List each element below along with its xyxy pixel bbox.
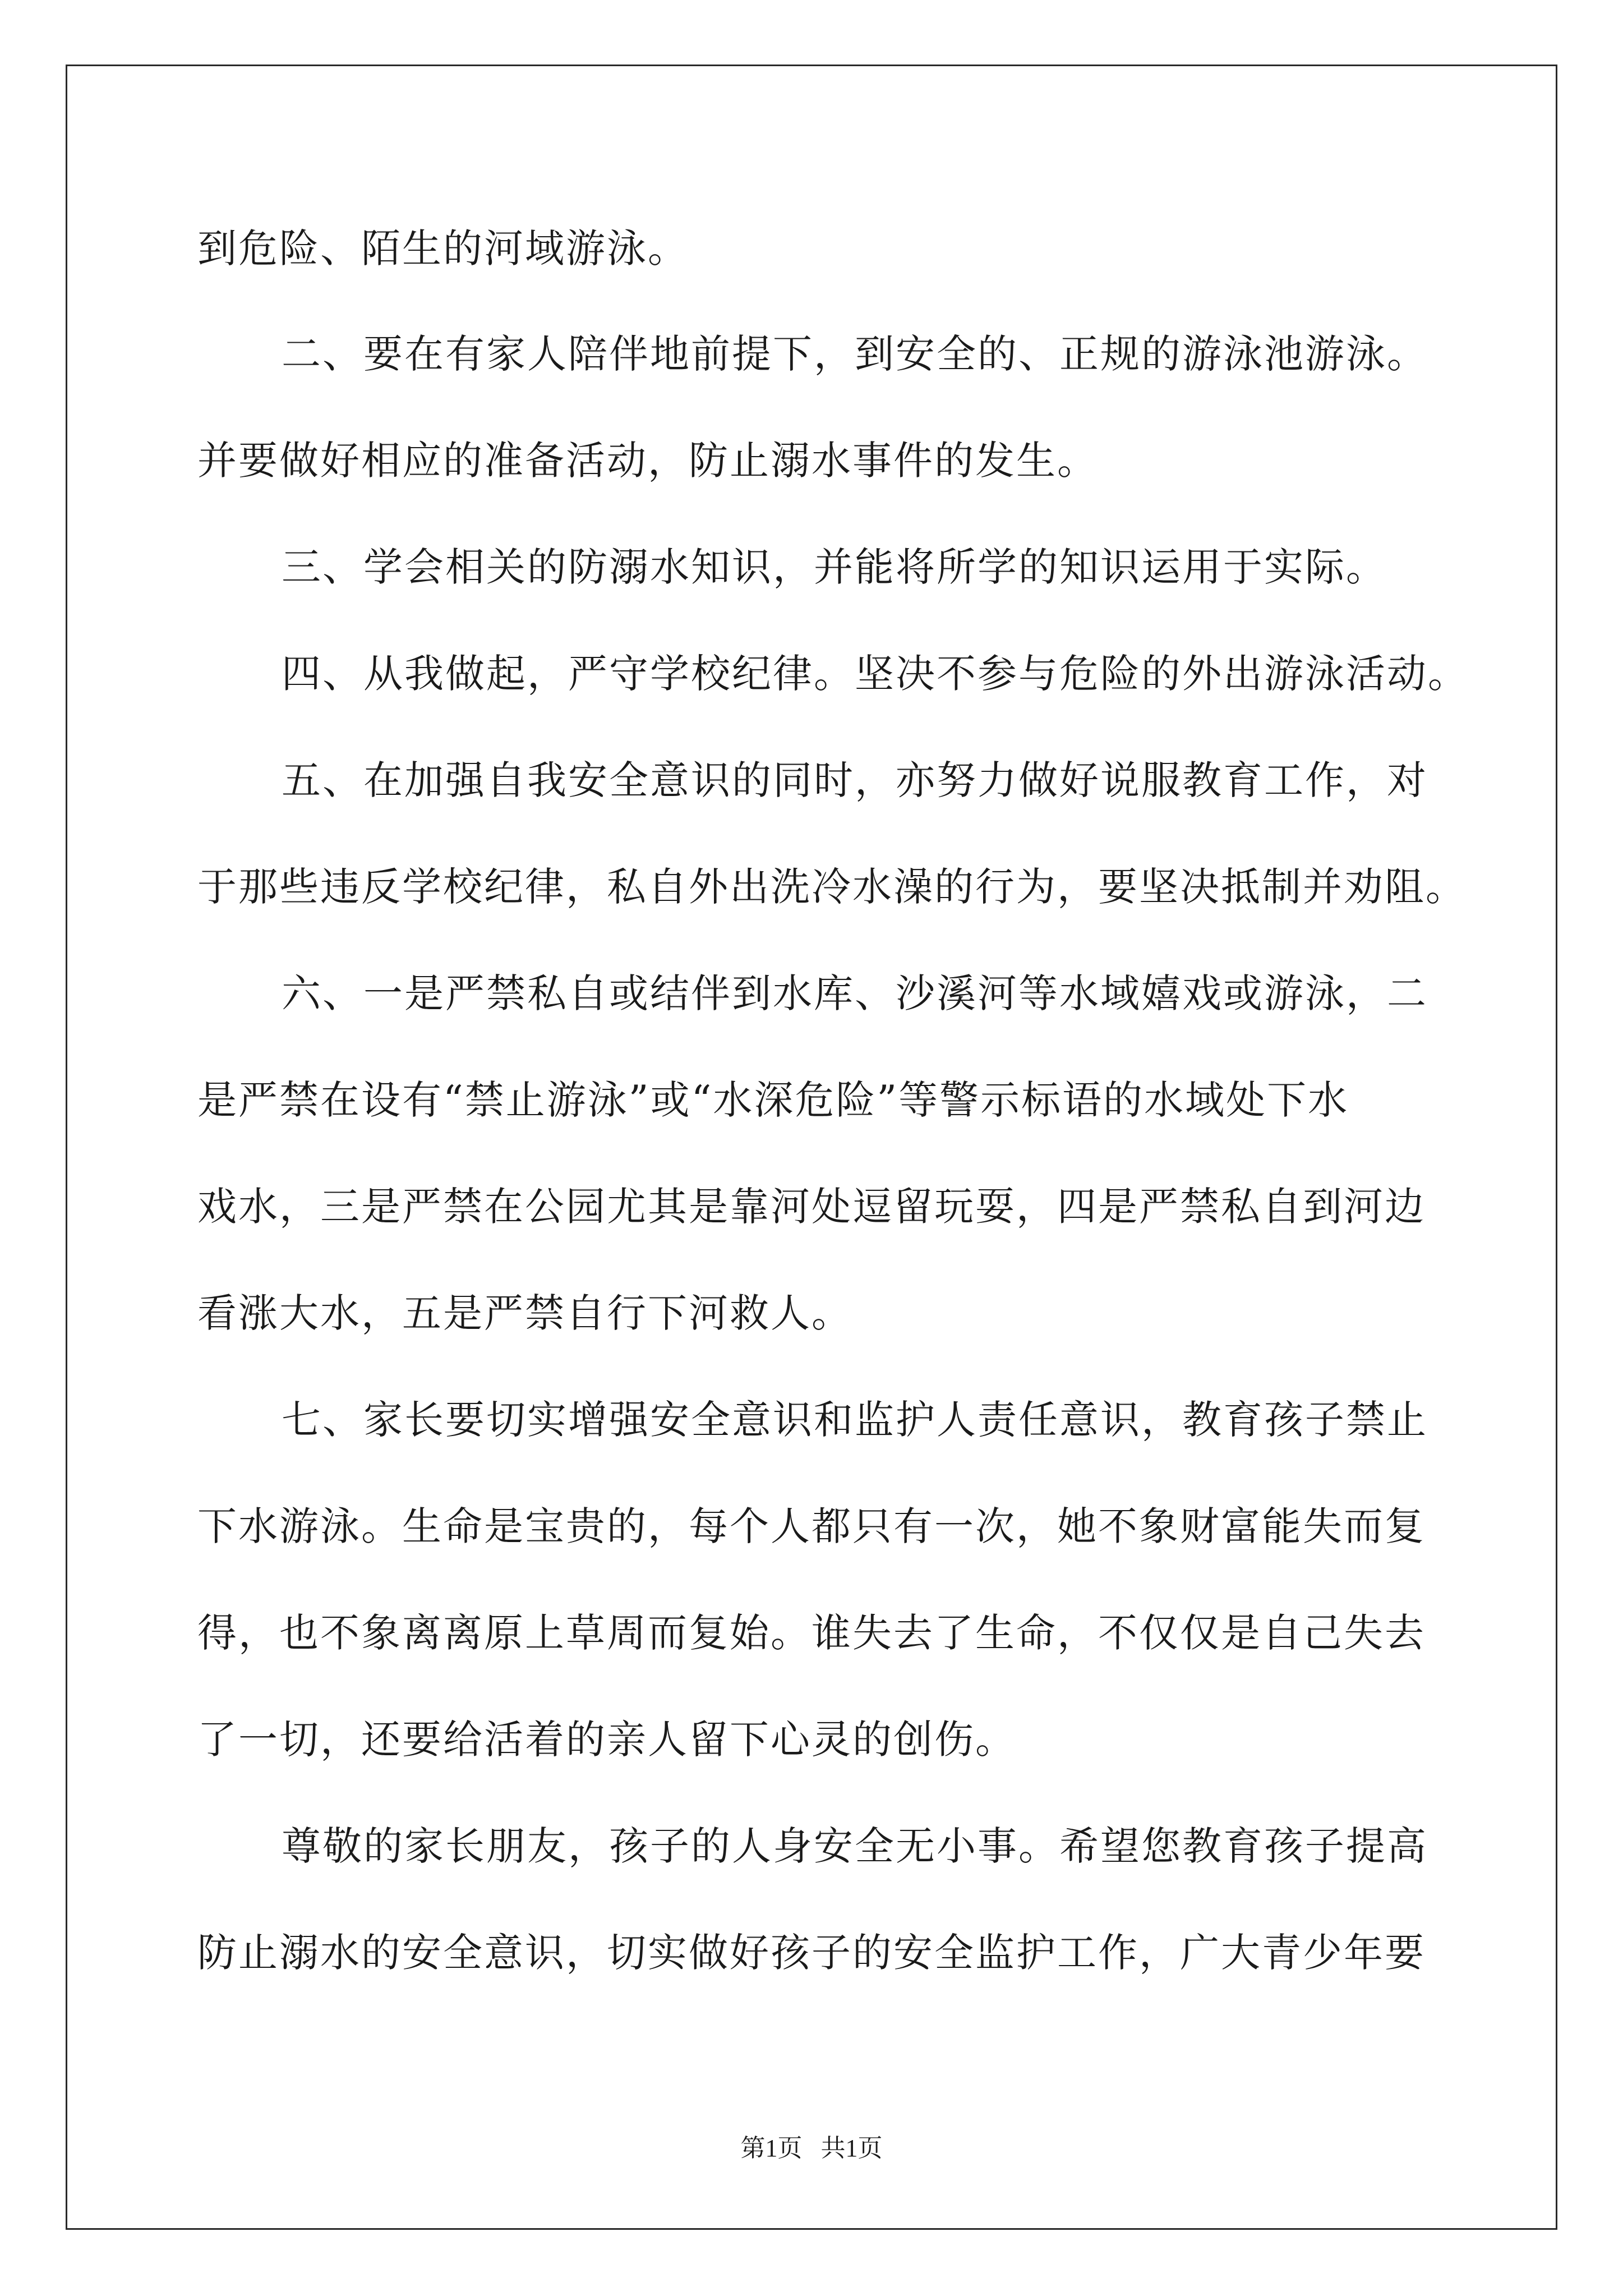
text-line: 得，也不象离离原上草周而复始。谁失去了生命，不仅仅是自己失去 <box>197 1610 1426 1656</box>
page-footer <box>0 2132 1623 2165</box>
text-line: 下水游泳。生命是宝贵的，每个人都只有一次，她不象财富能失而复 <box>197 1503 1426 1549</box>
text-line: 五、在加强自我安全意识的同时，亦努力做好说服教育工作，对 <box>282 757 1428 803</box>
text-line: 四、从我做起，严守学校纪律。坚决不参与危险的外出游泳活动。 <box>282 651 1469 697</box>
text-line: 于那些违反学校纪律，私自外出洗冷水澡的行为，要坚决抵制并劝阻。 <box>197 864 1467 910</box>
text-line: 戏水，三是严禁在公园尤其是靠河处逗留玩耍，四是严禁私自到河边 <box>197 1184 1426 1230</box>
text-line: 防止溺水的安全意识，切实做好孩子的安全监护工作，广大青少年要 <box>197 1930 1426 1976</box>
text-line: 二、要在有家人陪伴地前提下，到安全的、正规的游泳池游泳。 <box>282 331 1428 377</box>
text-line: 七、家长要切实增强安全意识和监护人责任意识，教育孩子禁止 <box>282 1397 1428 1443</box>
page-border <box>66 65 1557 2230</box>
text-line: 三、学会相关的防溺水知识，并能将所学的知识运用于实际。 <box>282 544 1387 590</box>
page-number: 第1页 共1页 <box>740 2134 883 2162</box>
text-line: 了一切，还要给活着的亲人留下心灵的创伤。 <box>197 1717 1016 1763</box>
text-line: 尊敬的家长朋友，孩子的人身安全无小事。希望您教育孩子提高 <box>282 1823 1428 1869</box>
text-line: 并要做好相应的准备活动，防止溺水事件的发生。 <box>197 438 1098 484</box>
text-line: 是严禁在设有“禁止游泳”或“水深危险”等警示标语的水域处下水 <box>197 1077 1349 1123</box>
text-line: 六、一是严禁私自或结伴到水库、沙溪河等水域嬉戏或游泳，二 <box>282 970 1428 1016</box>
text-line: 看涨大水，五是严禁自行下河救人。 <box>197 1290 852 1336</box>
text-line: 到危险、陌生的河域游泳。 <box>197 226 689 272</box>
